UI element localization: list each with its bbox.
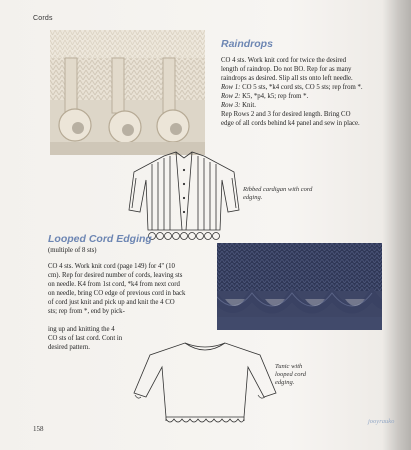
row-1 <box>221 83 393 92</box>
text-line: ing up and knitting the 4 <box>48 326 115 333</box>
raindrops-instructions <box>221 56 393 128</box>
caption-line: edging. <box>275 379 295 386</box>
looped-cord-instructions <box>48 262 208 316</box>
caption-line: edging. <box>243 194 263 201</box>
page-number: 158 <box>33 425 44 433</box>
looped-cord-multiple: (multiple of 8 sts) <box>48 247 97 254</box>
row-label: Row 2: <box>221 93 241 100</box>
text-line: on needle, bring CO edge of previous cord in back <box>48 290 186 297</box>
row-text: K5, *p4, k5; rep from *. <box>240 93 309 100</box>
text-line: CO 4 sts. Work knit cord (page 149) for 4" (10 <box>48 263 175 270</box>
text-line: desired pattern. <box>48 344 90 351</box>
text-line: CO 4 sts. Work knit cord for twice the desired <box>221 57 347 64</box>
text-line: of cord just knit and pick up and knit the 4 CO <box>48 299 175 306</box>
raindrops-heading: Raindrops <box>221 38 273 50</box>
caption-line: looped cord <box>275 371 306 378</box>
text-line: edge of all cords behind k4 panel and sew in place. <box>221 120 360 127</box>
section-label: Cords <box>33 15 53 22</box>
cardigan-illustration <box>124 150 244 246</box>
text-line: CO sts of last cord. Cont in <box>48 335 123 342</box>
text-line: Rep Rows 2 and 3 for desired length. Bring CO <box>221 111 351 118</box>
text-line: on needle. K4 from 1st cord, *k4 from next cord <box>48 281 180 288</box>
caption-line: Tunic with <box>275 363 303 370</box>
row-text: CO 5 sts, *k4 cord sts, CO 5 sts; rep from *. <box>240 84 363 91</box>
looped-cord-instructions-cont <box>48 325 124 352</box>
caption-line: Ribbed cardigan with cord <box>243 186 313 193</box>
row-3 <box>221 101 393 110</box>
looped-cord-swatch-photo <box>217 243 382 330</box>
raindrops-swatch-photo <box>50 30 205 155</box>
cardigan-caption <box>243 186 343 202</box>
row-2 <box>221 92 393 101</box>
tunic-caption <box>275 363 335 387</box>
row-text: Knit. <box>240 102 256 109</box>
tunic-illustration <box>130 337 280 427</box>
text-line: cm). Rep for desired number of cords, leaving sts <box>48 272 183 279</box>
text-line: length of raindrop. Do not BO. Rep for as many <box>221 66 352 73</box>
watermark: jooyrauko <box>368 418 395 425</box>
looped-cord-heading: Looped Cord Edging <box>48 233 152 245</box>
text-line: raindrops as desired. Slip all sts onto left needle. <box>221 75 353 82</box>
row-label: Row 3: <box>221 102 241 109</box>
text-line: sts; rep from *, end by pick- <box>48 308 125 315</box>
row-label: Row 1: <box>221 84 241 91</box>
